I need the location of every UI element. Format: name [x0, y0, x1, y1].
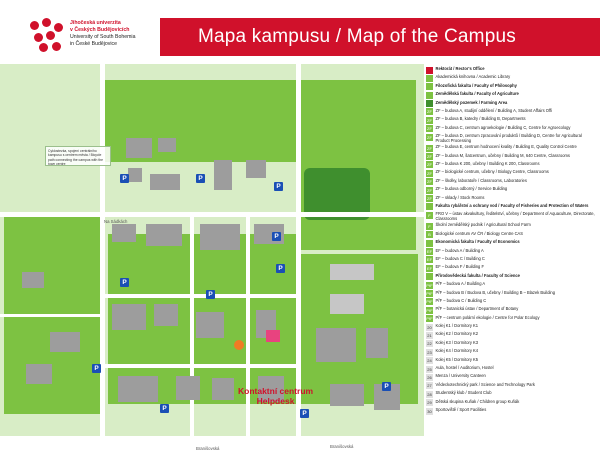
parking-marker[interactable]: P: [120, 174, 129, 183]
legend-item-label: FRO V – ústav akvakultury, ředitelství, učebny / Department of Aquaculture, Directorate, Classrooms: [435, 211, 595, 222]
legend-item[interactable]: [426, 91, 597, 99]
legend-marker-icon: 22: [427, 341, 432, 347]
map-road-internal-3: [190, 217, 194, 437]
map-building: [214, 160, 232, 190]
page-title-bar: [160, 18, 600, 56]
legend-item-label: ZF – budova A, studijní oddělení / Building A, Student Affairs Offi: [435, 107, 553, 113]
legend-item[interactable]: [426, 231, 597, 239]
legend-item[interactable]: [426, 273, 597, 281]
parking-marker[interactable]: P: [160, 404, 169, 413]
parking-marker[interactable]: P: [274, 182, 283, 191]
legend-item-label: Fakulta rybářství a ochrany vod / Faculty of Fisheries and Protection of Waters: [435, 202, 589, 208]
legend-item[interactable]: [426, 399, 597, 407]
legend-item[interactable]: [426, 195, 597, 203]
legend-item[interactable]: [426, 306, 597, 314]
legend-marker-icon: 20: [427, 324, 432, 330]
legend-item-label: Studentský klub / Student Club: [435, 390, 492, 396]
map-building: [146, 224, 182, 246]
legend-marker-icon: EF: [426, 249, 433, 255]
map-note-box: Cyklostezka, spojení centrálního kampusu s centrem města / Bicycle path connecting the campus with the town centre: [45, 146, 111, 166]
legend-marker-icon: PřF: [426, 291, 433, 297]
map-road-vertical-east: [296, 64, 301, 436]
legend-item-label: Vědeckotechnický park / Science and Technology Park: [435, 381, 535, 387]
legend-item[interactable]: [426, 323, 597, 331]
parking-marker[interactable]: P: [206, 290, 215, 299]
map-building: [158, 138, 176, 152]
legend-item-label: Kolej K3 / Dormitory K3: [435, 339, 479, 345]
map-building: [330, 264, 374, 280]
legend-marker-icon: ZF: [427, 117, 432, 123]
legend-marker-icon: PřF: [426, 282, 433, 288]
legend-item-label: Biologické centrum AV ČR / Biology Centre CAS: [435, 230, 524, 236]
legend-item[interactable]: [426, 264, 597, 272]
legend-marker-icon: ZF: [427, 154, 432, 160]
legend-item-label: PřF – centrum polární ekologie / Centre for Polar Ecology: [435, 314, 540, 320]
parking-marker[interactable]: P: [196, 174, 205, 183]
legend-item-label: ZF – biologické centrum, učebny / Biology Centre, Classrooms: [435, 169, 549, 175]
legend-item-label: Zemědělská fakulta / Faculty of Agriculture: [435, 91, 519, 97]
map-road-branisovska: [0, 438, 424, 442]
map-building: [212, 378, 234, 400]
legend-item[interactable]: [426, 108, 597, 116]
legend-item[interactable]: [426, 161, 597, 169]
legend-item-label: EF – budova C / Building C: [435, 255, 485, 261]
legend-marker-icon: F: [426, 212, 433, 219]
legend-marker-icon: ZF: [427, 145, 432, 151]
legend-item[interactable]: [426, 239, 597, 247]
legend-item-label: PřF – budova A / Building A: [435, 281, 486, 287]
legend-item[interactable]: [426, 222, 597, 230]
legend-item-label: ZF – budova M, šatcentrum, učebny / Building M, 640 Centre, Classrooms: [435, 152, 570, 158]
map-road-internal-2: [104, 364, 300, 368]
legend-marker-icon: 21: [427, 332, 432, 338]
university-name: [70, 18, 135, 48]
legend-item-label: Zemědělský pozemek / Farming Area: [435, 99, 508, 105]
legend-marker-icon: PřF: [426, 316, 433, 322]
road-label: Na Sádkách: [104, 219, 128, 224]
map-building: [112, 224, 136, 242]
helpdesk-callout: [238, 386, 313, 406]
legend-item[interactable]: [426, 203, 597, 211]
legend-marker-icon: [426, 83, 433, 90]
legend-marker-icon: ZF: [427, 187, 432, 193]
legend-item-label: Kolej K2 / Dormitory K2: [435, 331, 479, 337]
map-building: [126, 138, 152, 158]
map-road-internal-1: [104, 294, 300, 298]
legend-marker-icon: PřF: [426, 299, 433, 305]
map-road-vertical-west: [100, 64, 105, 436]
helpdesk-line2: Helpdesk: [256, 396, 295, 406]
legend-marker-icon: 24: [427, 358, 432, 364]
legend-marker-icon: ZF: [427, 170, 432, 176]
legend-item-label: EF – budova F / Building F: [435, 264, 484, 270]
map-building: [246, 160, 266, 178]
legend-item-label: PřF – budova B / Budova B, učebny / Building B – Blazek Building: [435, 289, 555, 295]
map-road-west-branch: [0, 314, 100, 317]
parking-marker[interactable]: P: [382, 382, 391, 391]
legend-item[interactable]: [426, 407, 597, 415]
legend-item-label: EF – budova A / Building A: [435, 247, 484, 253]
legend-marker-icon: [426, 273, 433, 280]
legend-item-label: ZF – sklady / Stock Rooms: [435, 194, 485, 200]
legend-item[interactable]: [426, 357, 597, 365]
page-header: [0, 0, 600, 64]
legend-item[interactable]: [426, 100, 597, 108]
parking-marker[interactable]: P: [92, 364, 101, 373]
legend-item[interactable]: [426, 74, 597, 82]
legend-marker-icon: [426, 240, 433, 247]
legend-list: [426, 66, 597, 415]
legend-item-label: Akademická knihovna / Academic Library: [435, 74, 511, 80]
university-name-en-2: in České Budějovice: [70, 41, 118, 47]
map-building: [366, 328, 388, 358]
university-name-en-1: University of South Bohemia: [70, 34, 136, 40]
legend-item[interactable]: [426, 169, 597, 177]
legend-marker-icon: ZF: [427, 126, 432, 132]
legend-marker-icon: ZF: [427, 109, 432, 115]
legend-marker-icon: [426, 75, 433, 82]
parking-marker[interactable]: P: [276, 264, 285, 273]
legend-item-label: Sportoviště / Sport Facilities: [435, 407, 487, 412]
university-name-cz-2: v Českých Budějovicích: [70, 27, 130, 33]
map-building: [196, 312, 224, 338]
legend-item[interactable]: [426, 256, 597, 264]
legend-marker-icon: ZF: [427, 196, 432, 202]
legend-item[interactable]: [426, 315, 597, 323]
legend-marker-icon: ZF: [427, 179, 432, 185]
legend-item-label: ZF – budova C, centrum agroekologie / Building C, Centre for Agroecology: [435, 124, 571, 130]
legend-marker-icon: [426, 100, 433, 107]
map-building: [112, 304, 146, 330]
legend-item-label: PřF – budova C / Building C: [435, 297, 487, 303]
legend-item[interactable]: [426, 116, 597, 124]
map-legend: [424, 64, 600, 436]
legend-marker-icon: B: [426, 231, 433, 238]
legend-marker-icon: F: [426, 223, 433, 230]
parking-marker[interactable]: P: [272, 232, 281, 241]
legend-item[interactable]: [426, 365, 597, 373]
map-building: [330, 384, 364, 406]
legend-marker-icon: 25: [427, 366, 432, 372]
legend-item-label: ZF – budova odborný / Service Building: [435, 186, 508, 192]
legend-marker-icon: EF: [426, 257, 433, 263]
legend-marker-icon: [426, 203, 433, 210]
legend-item[interactable]: [426, 248, 597, 256]
legend-item-label: ZF – budova B, katedry / Building B, Departments: [435, 116, 526, 122]
map-building: [154, 304, 178, 326]
legend-item[interactable]: [426, 373, 597, 381]
legend-item-label: Ekonomická fakulta / Faculty of Economics: [435, 239, 520, 245]
legend-item[interactable]: [426, 83, 597, 91]
legend-item-label: ZF – budova E, centrum hodnocení kvality / Building E, Quality Control Centre: [435, 144, 577, 150]
legend-item[interactable]: [426, 133, 597, 143]
legend-item-label: Kolej K4 / Dormitory K4: [435, 348, 479, 354]
legend-marker-icon: [426, 67, 433, 74]
legend-marker-icon: 30: [427, 408, 432, 414]
legend-item-label: Dětská skupina Kuňak / Children group Kuňák: [435, 398, 520, 404]
campus-map[interactable]: [0, 64, 424, 451]
legend-item[interactable]: [426, 331, 597, 339]
legend-item[interactable]: [426, 144, 597, 152]
road-label: Branišovská: [330, 444, 354, 449]
map-building: [128, 168, 142, 182]
legend-item[interactable]: [426, 390, 597, 398]
legend-item-label: Školní zemědělský podnik / Agricultural School Farm: [435, 222, 531, 228]
legend-marker-icon: PřF: [426, 307, 433, 313]
map-base-layer: [0, 64, 424, 451]
legend-item-label: Kolej K5 / Dormitory K5: [435, 356, 479, 362]
map-road-horizontal-north: [0, 212, 424, 217]
legend-item-label: Filozofická fakulta / Faculty of Philosophy: [435, 82, 517, 88]
legend-item[interactable]: [426, 211, 597, 221]
university-name-cz-1: Jihočeská univerzita: [70, 20, 121, 26]
map-building: [118, 376, 158, 402]
legend-item[interactable]: [426, 178, 597, 186]
legend-item[interactable]: [426, 340, 597, 348]
legend-item-label: Menza / University Canteen: [435, 373, 486, 379]
map-building: [200, 224, 240, 250]
map-building: [50, 332, 80, 352]
legend-item[interactable]: [426, 66, 597, 74]
map-building-highlight-orange: [234, 340, 244, 350]
legend-marker-icon: 29: [427, 400, 432, 406]
parking-marker[interactable]: P: [120, 278, 129, 287]
legend-item-label: Přírodovědecká fakulta / Faculty of Science: [435, 272, 520, 278]
map-building: [22, 272, 44, 288]
legend-item[interactable]: [426, 348, 597, 356]
map-building: [316, 328, 356, 362]
legend-item-label: ZF – budova D, centrum zpracování produktů / Building D, Centre for Agricultural Product Processing: [435, 133, 582, 144]
legend-item[interactable]: [426, 290, 597, 298]
road-label: Branišovská: [196, 446, 220, 451]
legend-item[interactable]: [426, 125, 597, 133]
legend-item[interactable]: [426, 186, 597, 194]
legend-marker-icon: [426, 92, 433, 99]
legend-item[interactable]: [426, 298, 597, 306]
helpdesk-line1: Kontaktní centrum: [238, 386, 314, 396]
legend-item-label: Kolej K1 / Dormitory K1: [435, 323, 479, 329]
parking-marker[interactable]: P: [300, 409, 309, 418]
legend-item-label: Aula, hostel / Auditorium, Hostel: [435, 365, 494, 371]
map-building: [26, 364, 52, 384]
map-green-area-northeast: [296, 80, 416, 250]
legend-item[interactable]: [426, 382, 597, 390]
legend-marker-icon: 26: [427, 374, 432, 380]
university-logo: [30, 18, 135, 52]
legend-item-label: Rektorát / Rector's Office: [435, 66, 485, 71]
legend-marker-icon: EF: [426, 265, 433, 271]
legend-marker-icon: ZF: [427, 134, 432, 140]
legend-marker-icon: ZF: [427, 162, 432, 168]
logo-dots-icon: [30, 18, 64, 52]
legend-item-label: PřF – botanická ústav / Department of Botany: [435, 306, 519, 312]
legend-marker-icon: 23: [427, 349, 432, 355]
map-building: [176, 376, 200, 400]
map-building: [330, 294, 364, 314]
legend-item[interactable]: [426, 281, 597, 289]
legend-marker-icon: 28: [427, 391, 432, 397]
map-building: [150, 174, 180, 190]
map-building-highlight-pink: [266, 330, 280, 342]
legend-item-label: ZF – budova K 200, učebny / Building K 200, Classrooms: [435, 160, 540, 166]
page-title: Mapa kampusu / Map of the Campus: [198, 26, 516, 47]
legend-marker-icon: 27: [427, 383, 432, 389]
legend-item-label: ZF – školky, laboratoře / Classrooms, Laboratories: [435, 177, 527, 183]
legend-item[interactable]: [426, 153, 597, 161]
